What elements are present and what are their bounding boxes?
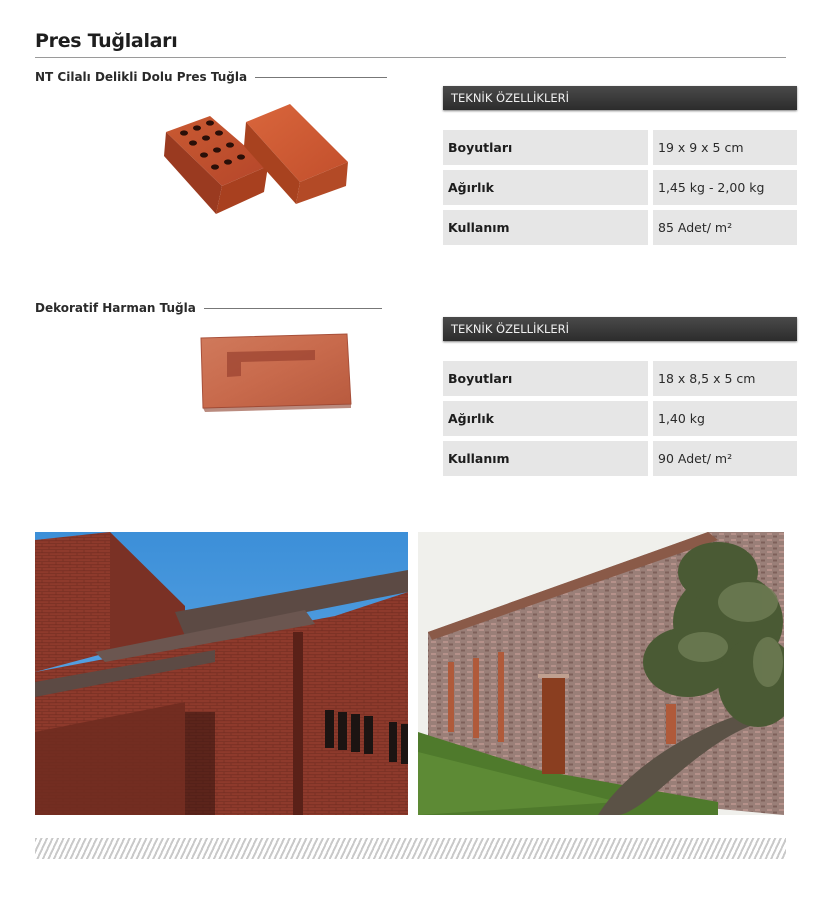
spec-value: 1,40 kg [653, 401, 797, 436]
spec-label: Kullanım [443, 210, 648, 245]
product-name: NT Cilalı Delikli Dolu Pres Tuğla [35, 70, 248, 84]
brick-facade-with-olive-tree-photo [418, 532, 784, 815]
heading-rule [255, 77, 387, 78]
heading-rule [204, 308, 382, 309]
perforated-brick-image [160, 100, 355, 220]
spec-row [443, 361, 797, 396]
footer-hatch-divider [35, 838, 786, 859]
spec-header-2: TEKNİK ÖZELLİKLERİ [443, 317, 797, 341]
spec-row [443, 130, 797, 165]
spec-value: 18 x 8,5 x 5 cm [653, 361, 797, 396]
product-heading-2 [35, 301, 382, 315]
brick-building-photo [35, 532, 408, 815]
page-title: Pres Tuğlaları [35, 30, 178, 52]
spec-label: Boyutları [443, 130, 648, 165]
spec-row [443, 170, 797, 205]
product-heading-1 [35, 70, 387, 84]
spec-row [443, 210, 797, 245]
spec-header-1: TEKNİK ÖZELLİKLERİ [443, 86, 797, 110]
product-name: Dekoratif Harman Tuğla [35, 301, 196, 315]
spec-label: Ağırlık [443, 170, 648, 205]
spec-value: 1,45 kg - 2,00 kg [653, 170, 797, 205]
spec-row [443, 401, 797, 436]
title-divider [35, 57, 786, 58]
spec-value: 85 Adet/ m² [653, 210, 797, 245]
spec-label: Boyutları [443, 361, 648, 396]
spec-value: 90 Adet/ m² [653, 441, 797, 476]
spec-row [443, 441, 797, 476]
spec-value: 19 x 9 x 5 cm [653, 130, 797, 165]
spec-label: Kullanım [443, 441, 648, 476]
spec-label: Ağırlık [443, 401, 648, 436]
decorative-brick-image [195, 332, 353, 412]
